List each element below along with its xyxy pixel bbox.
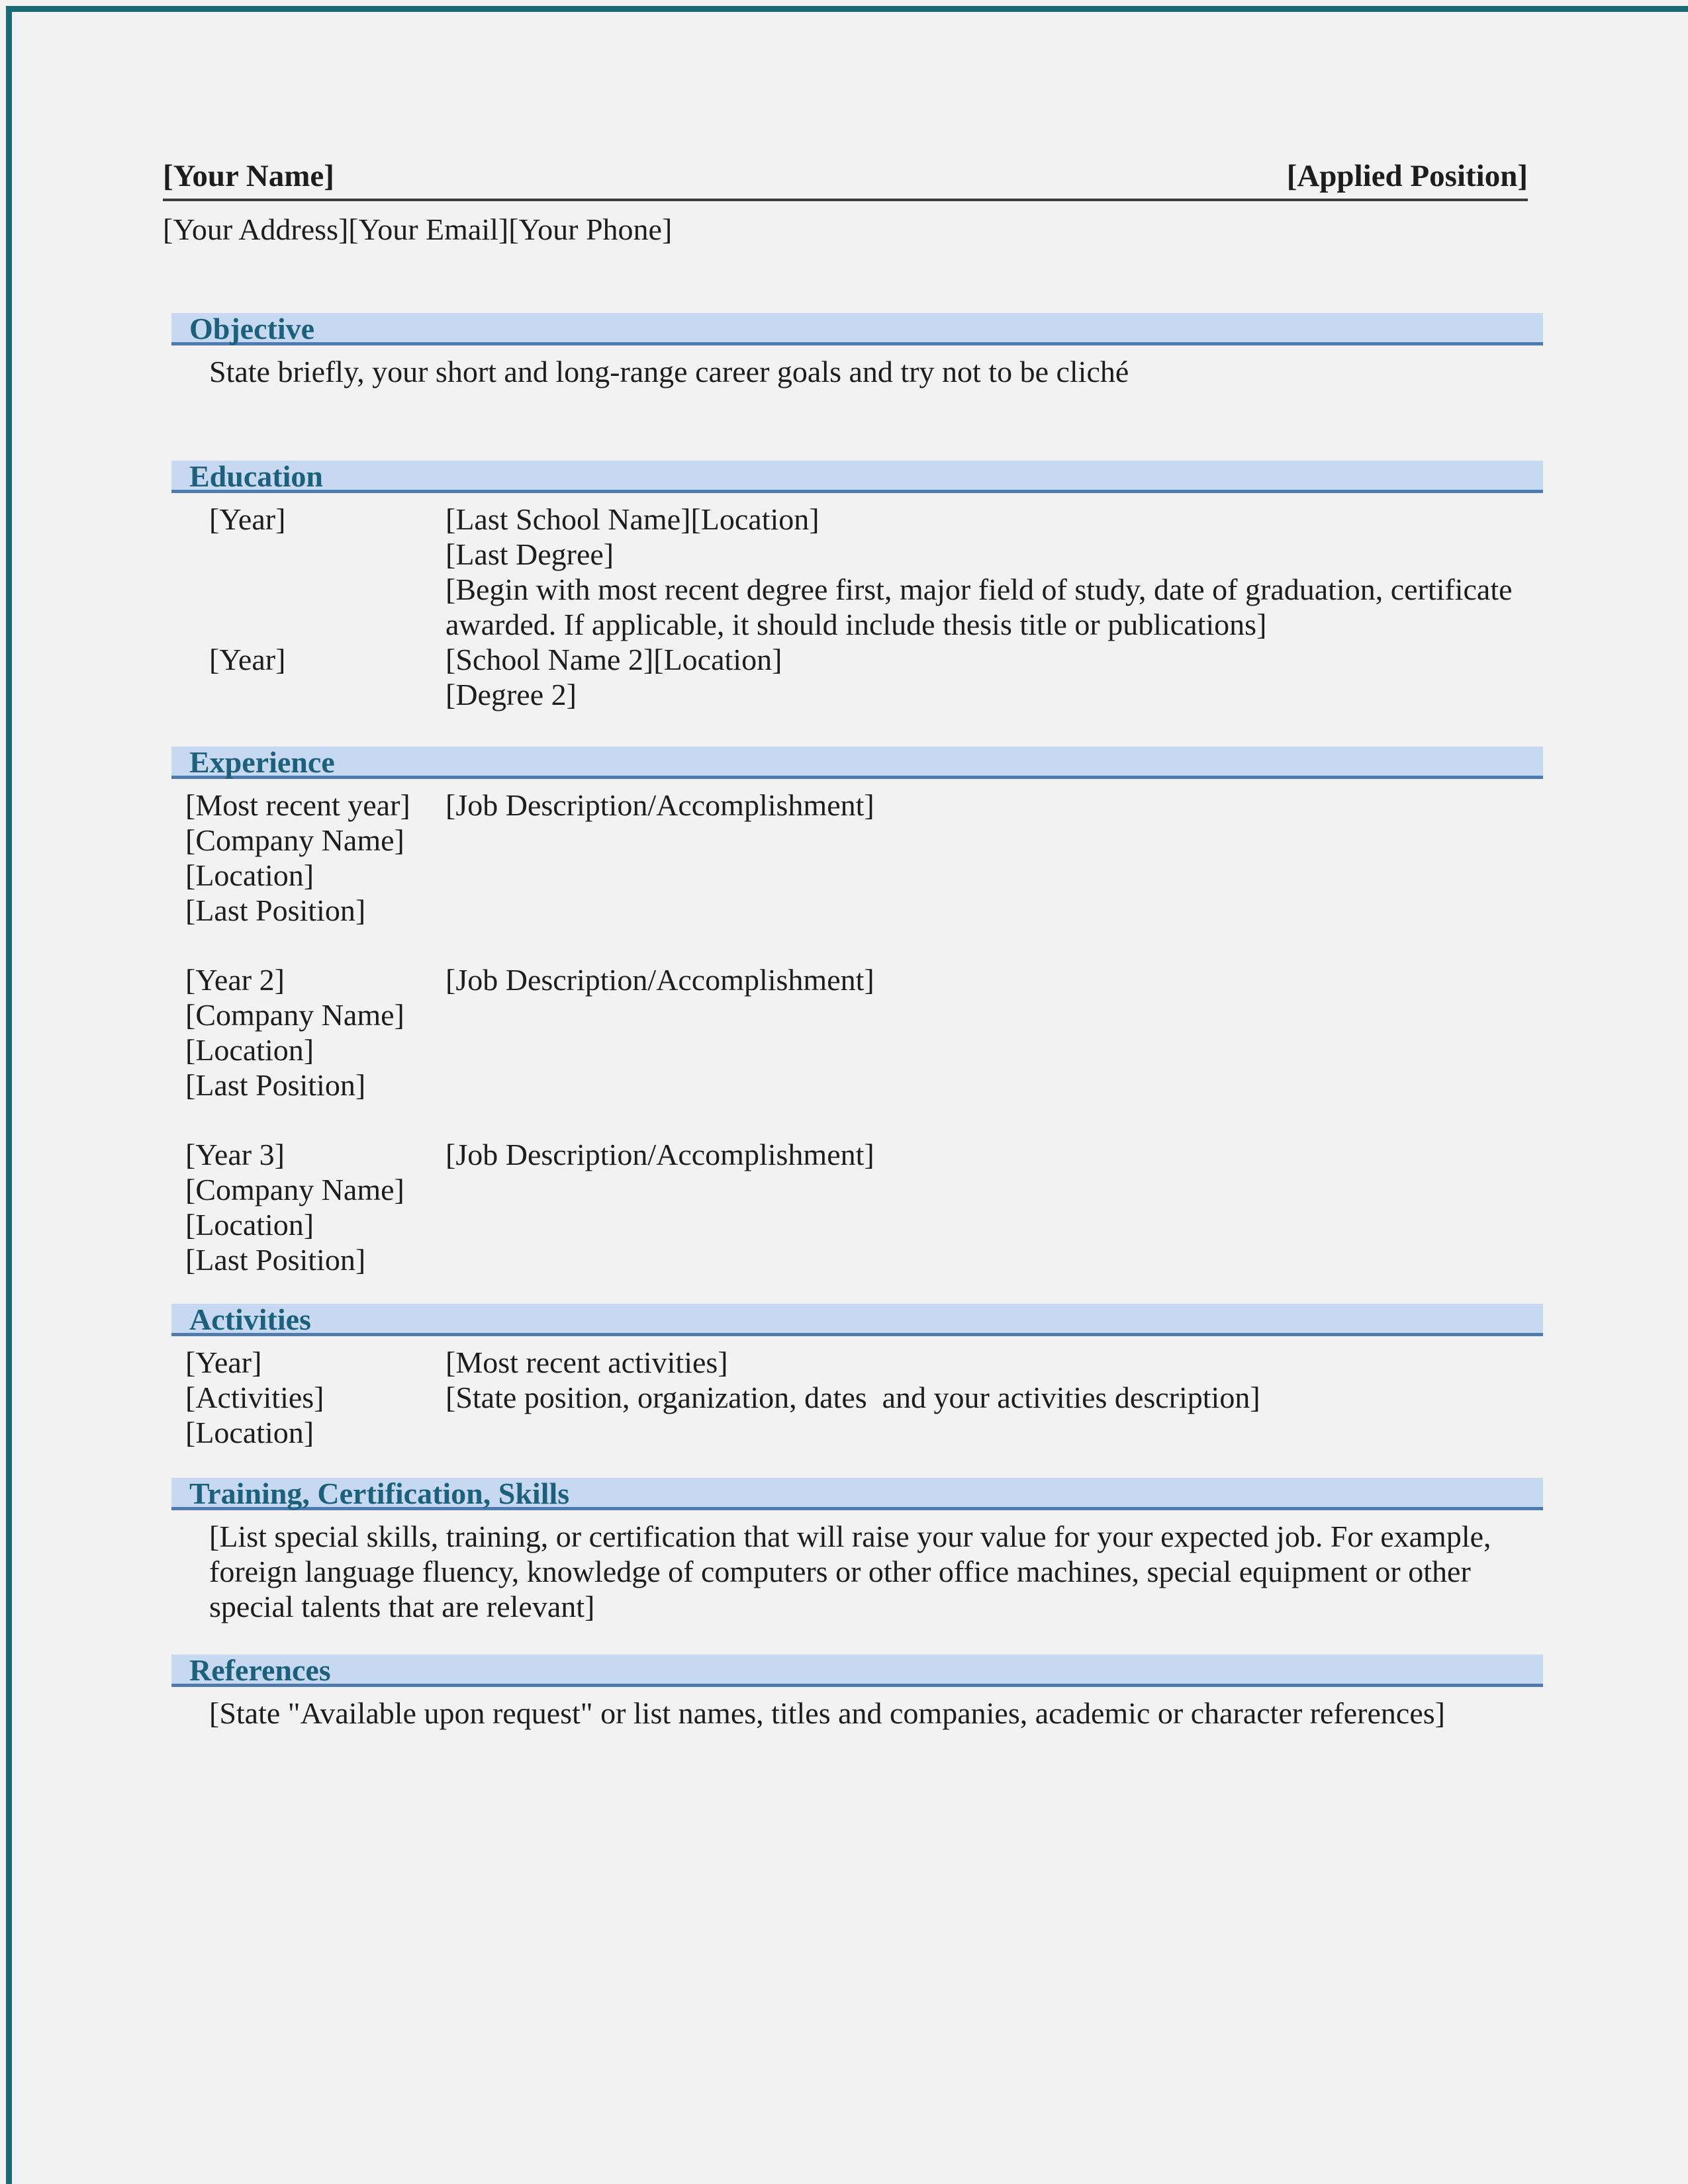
education-degree: [Degree 2]: [445, 678, 577, 711]
experience-location: [Location]: [185, 858, 314, 892]
education-description: [Begin with most recent degree first, major field of study, date of graduation, certificate awarded. If applicable, it should include thesis title or publications]: [445, 572, 1513, 641]
resume-page: [163, 159, 1543, 1731]
experience-year: [Year 2]: [185, 963, 285, 997]
education-detail: [445, 502, 1528, 642]
experience-position: [Last Position]: [185, 1068, 366, 1102]
contact-line: [Your Address][Your Email][Your Phone]: [163, 212, 673, 246]
section-header-references: [171, 1655, 1543, 1687]
section-title-references: References: [189, 1653, 331, 1687]
education-year: [Year]: [209, 502, 286, 536]
section-references: [171, 1655, 1543, 1731]
section-activities: [171, 1304, 1543, 1450]
experience-position: [Last Position]: [185, 893, 366, 927]
section-title-education: Education: [189, 459, 323, 493]
section-title-objective: Objective: [189, 312, 315, 345]
section-title-activities: Activities: [189, 1302, 311, 1336]
applied-position: [Applied Position]: [1286, 159, 1528, 193]
section-header-activities: [171, 1304, 1543, 1336]
experience-description: [Job Description/Accomplishment]: [445, 1138, 874, 1171]
experience-entry: [185, 962, 1528, 1103]
education-entries: [209, 502, 1528, 712]
activities-meta: [185, 1345, 445, 1450]
experience-meta: [185, 962, 445, 1103]
references-text: [State "Available upon request" or list names, titles and companies, academic or character references]: [209, 1696, 1445, 1730]
section-header-objective: [171, 313, 1543, 345]
experience-entry: [185, 788, 1528, 928]
section-header-experience: [171, 747, 1543, 779]
experience-position: [Last Position]: [185, 1243, 366, 1277]
section-experience: [171, 747, 1543, 1277]
experience-entry: [185, 1137, 1528, 1277]
activities-year: [Year]: [185, 1345, 262, 1379]
resume-header: [163, 159, 1543, 247]
activities-description: [State position, organization, dates and your activities description]: [445, 1381, 1260, 1414]
activities-name: [Activities]: [185, 1381, 324, 1414]
experience-company: [Company Name]: [185, 998, 404, 1032]
experience-description: [Job Description/Accomplishment]: [445, 963, 874, 997]
education-detail: [445, 642, 1528, 712]
objective-text: State briefly, your short and long-range career goals and try not to be cliché: [209, 355, 1129, 388]
activities-detail: [445, 1345, 1528, 1450]
section-education: [171, 461, 1543, 712]
experience-year: [Most recent year]: [185, 788, 410, 822]
activities-location: [Location]: [185, 1416, 314, 1449]
experience-meta: [185, 1137, 445, 1277]
section-objective: [171, 313, 1543, 389]
education-year: [Year]: [209, 643, 286, 676]
section-title-experience: Experience: [189, 745, 335, 779]
activities-recent: [Most recent activities]: [445, 1345, 728, 1379]
experience-location: [Location]: [185, 1033, 314, 1067]
education-school: [School Name 2][Location]: [445, 643, 782, 676]
experience-company: [Company Name]: [185, 1173, 404, 1206]
education-degree: [Last Degree]: [445, 537, 614, 571]
experience-description: [Job Description/Accomplishment]: [445, 788, 874, 822]
activities-entry: [185, 1345, 1528, 1450]
experience-meta: [185, 788, 445, 928]
training-text: [List special skills, training, or certification that will raise your value for your expected job. For example, foreign language fluency, knowledge of computers or other office machines, special equipment or other special talents that are relevant]: [209, 1520, 1491, 1623]
experience-year: [Year 3]: [185, 1138, 285, 1171]
section-title-training: Training, Certification, Skills: [189, 1477, 570, 1510]
section-training: [171, 1478, 1543, 1624]
section-header-education: [171, 461, 1543, 493]
section-header-training: [171, 1478, 1543, 1510]
header-row: [163, 159, 1528, 201]
education-school: [Last School Name][Location]: [445, 502, 820, 536]
your-name: [Your Name]: [163, 159, 334, 193]
experience-location: [Location]: [185, 1208, 314, 1242]
experience-company: [Company Name]: [185, 823, 404, 857]
